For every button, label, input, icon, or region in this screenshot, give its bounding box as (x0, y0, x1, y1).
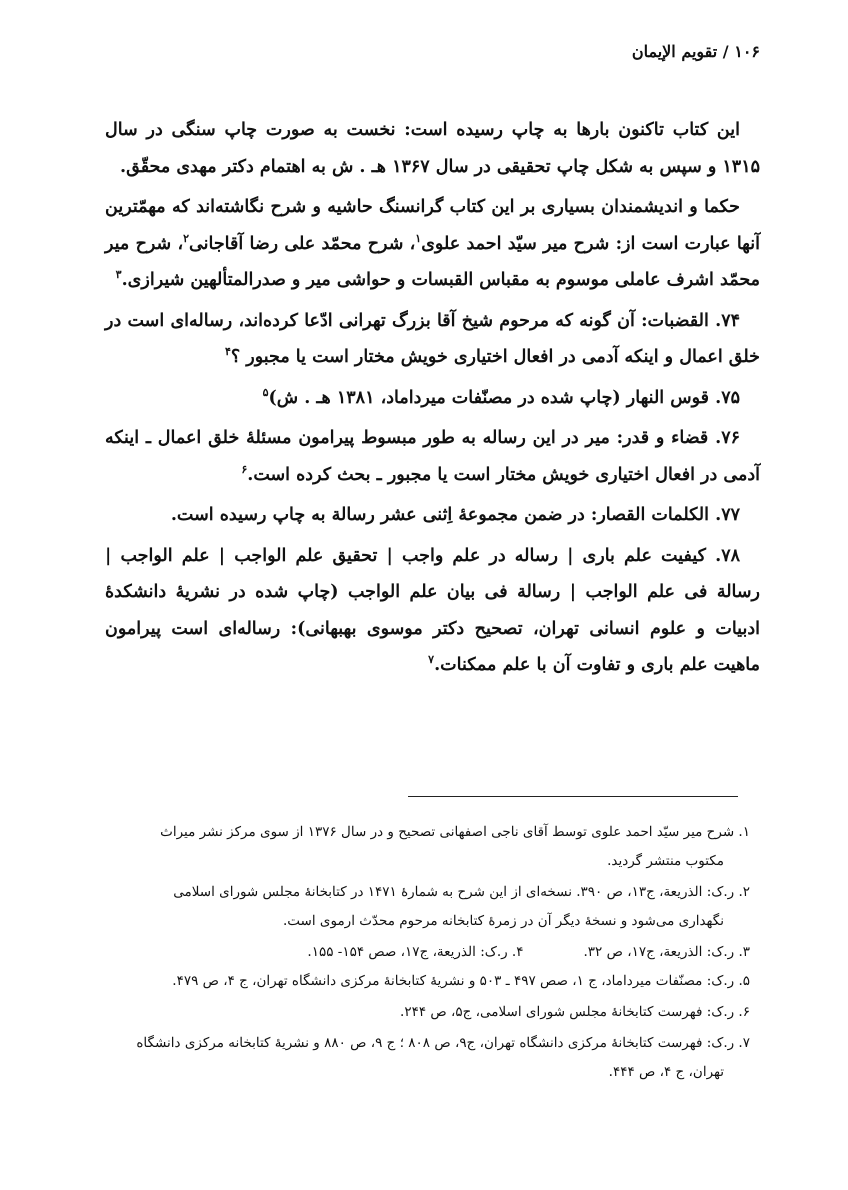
main-text (105, 112, 760, 688)
footnote-ref[interactable]: ۷ (428, 653, 435, 667)
footnotes (100, 818, 750, 1089)
book-title: تقويم الإيمان (631, 42, 718, 61)
header-separator: / (717, 42, 735, 61)
item-75: ۷۵. قوس النهار (چاپ شده در مصنّفات ميرداماد، ۱۳۸۱ هـ . ش)$^۵$ (262, 385, 740, 408)
item-77: ۷۷. الكلمات القصار: در ضمن مجموعهٔ اِثنى عشر رسالة به چاپ رسيده است. (170, 505, 740, 525)
paragraph-commentaries: حكما و انديشمندان بسيارى بر اين كتاب گرانسنگ حاشيه و شرح نگاشته‌اند كه مهمّترين آنها عبارت است از: شرح مير سيّد احمد علوى$^۱$، شرح محمّد على رضا آقاجانى$^۲$، شرح مير محمّد اشرف عاملى موسوم به مقباس القبسات و حواشى مير و صدرالمتألهين شيرازى.$^۳$ (105, 197, 760, 290)
footnote-ref[interactable]: ۱ (415, 231, 422, 245)
running-header (88, 42, 760, 61)
footnote-ref[interactable]: ۶ (241, 462, 248, 476)
footnote-ref[interactable]: ۴ (224, 345, 231, 359)
item-76: ۷۶. قضاء و قدر: مير در اين رساله به طور مبسوط پيرامون مسئلهٔ خلق اعمال ـ اينكه آدمى در افعال اختيارى خويش مختار است يا مجبور ـ بحث كرده است.$^۶$ (105, 428, 760, 485)
footnote-5: ۵. ر.ک: مصنّفات ميرداماد، ج ۱، صص ۴۹۷ ـ ۵۰۳ و نشريهٔ كتابخانهٔ مركزى دانشگاه تهران، ج ۴، ص ۴۷۹. (172, 973, 750, 989)
footnote-ref[interactable]: ۳ (115, 268, 122, 282)
footnote-ref[interactable]: ۵ (262, 385, 269, 399)
footnote-4: ۴. ر.ک: الذريعة، ج۱۷، صص ۱۵۴- ۱۵۵. (307, 944, 524, 960)
footnote-row-3-4 (100, 938, 750, 967)
footnote-2: ۲. ر.ک: الذريعة، ج۱۳، ص ۳۹۰. نسخه‌اى از اين شرح به شمارهٔ ۱۴۷۱ در كتابخانهٔ مجلس شوراى اسلامى نگهدارى مى‌شود و نسخهٔ ديگر آن در زمرهٔ كتابخانه مرحوم محدّث ارموى است. (173, 884, 750, 929)
footnote-1: ۱. شرح مير سيّد احمد علوى توسط آقاى ناجى اصفهانى تصحيح و در سال ۱۳۷۶ از سوى مركز نشر ميراث مكتوب منتشر گرديد. (160, 824, 750, 869)
paragraph-intro: اين كتاب تاكنون بارها به چاپ رسيده است: نخست به صورت چاپ سنگى در سال ۱۳۱۵ و سپس به شكل چاپ تحقيقى در سال ۱۳۶۷ هـ . ش به اهتمام دكتر مهدى محقّق. (105, 120, 760, 177)
page-number: ۱۰۶ (734, 42, 760, 61)
item-78: ۷۸. كيفيت علم بارى | رساله در علم واجب | تحقيق علم الواجب | علم الواجب | رسالة فى علم الواجب | رسالة فى بيان علم الواجب (چاپ شده در نشريهٔ دانشكدهٔ ادبيات و علوم انسانى تهران، تصحيح دكتر موسوى بهبهانى): رساله‌اى است پيرامون ماهيت علم بارى و تفاوت آن با علم ممكنات.$^۷$ (105, 545, 760, 675)
footnote-3: ۳. ر.ک: الذريعة، ج۱۷، ص ۳۲. (583, 944, 750, 960)
footnote-7: ۷. ر.ک: فهرست كتابخانهٔ مركزى دانشگاه تهران، ج۹، ص ۸۰۸ ؛ ج ۹، ص ۸۸۰ و نشريهٔ كتابخانه مركزى دانشگاه تهران، ج ۴، ص ۴۴۴. (136, 1035, 750, 1080)
item-74: ۷۴. القضبات: آن گونه كه مرحوم شيخ آقا بزرگ تهرانى ادّعا كرده‌اند، رساله‌اى است در خلق اعمال و اينكه آدمى در افعال اختيارى خويش مختار است يا مجبور ؟$^۴$ (105, 310, 760, 367)
footnote-ref[interactable]: ۲ (183, 231, 190, 245)
footnote-divider (408, 796, 738, 797)
footnote-6: ۶. ر.ک: فهرست كتابخانهٔ مجلس شوراى اسلامى، ج۵، ص ۲۴۴. (400, 1004, 750, 1020)
